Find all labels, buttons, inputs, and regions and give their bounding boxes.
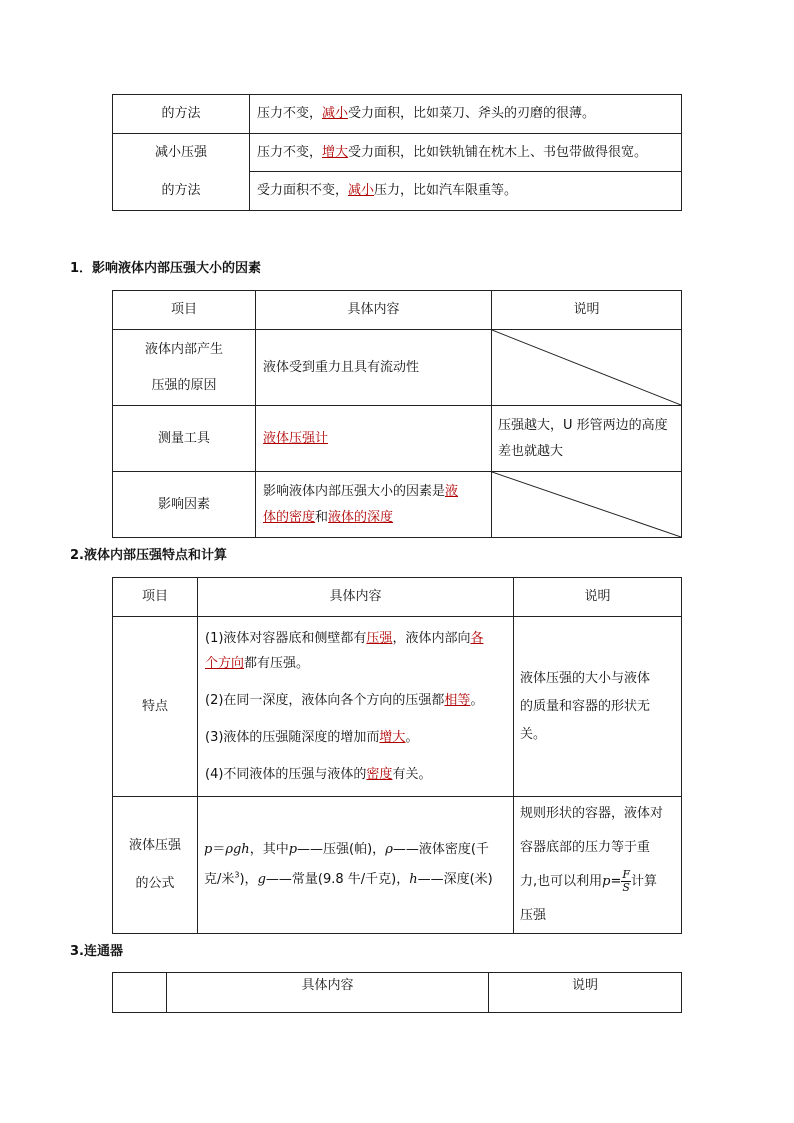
row-label: 测量工具 [113,406,256,472]
diagonal-empty-cell [492,330,682,406]
header-cell: 项目 [113,578,198,617]
header-cell: 说明 [514,578,682,617]
table-cell: 受力面积不变，减小压力，比如汽车限重等。 [250,172,682,211]
header-cell: 说明 [489,973,682,1013]
row-label: 影响因素 [113,472,256,538]
feature-point: (3)液体的压强随深度的增加而增大。 [205,730,419,745]
feature-point: (2)在同一深度，液体向各个方向的压强都相等。 [205,693,484,708]
feature-point: (1)液体对容器底和侧壁都有压强，液体内部向各 个方向都有压强。 [205,631,484,671]
highlight-answer: 液体的深度 [328,509,394,525]
row-label: 的方法 [161,106,201,121]
fraction-F-over-S: $\frac{F}{S}$ [622,868,631,894]
section-heading: 3.连通器 [70,944,123,959]
header-cell: 具体内容 [167,973,489,1013]
table-cell: 压力不变，减小受力面积，比如菜刀、斧头的刃磨的很薄。 [250,95,682,134]
header-cell [113,973,167,1013]
row-label: 液体压强 的公式 [113,797,198,934]
table-cell: 影响液体内部压强大小的因素是液 体的密度和液体的深度 [256,472,492,538]
table-cell [198,617,514,797]
header-cell: 项目 [113,291,256,330]
table-cell: 液体压强的大小与液体 的质量和容器的形状无 关。 [514,617,682,797]
table-cell: 液体受到重力且具有流动性 [256,330,492,406]
highlight-answer: 增大 [322,144,349,160]
header-cell: 具体内容 [256,291,492,330]
row-label: 特点 [113,617,198,797]
section-heading: 1．影响液体内部压强大小的因素 [70,261,262,276]
table-cell [113,95,250,134]
liquid-factors-table [112,290,682,538]
row-label: 液体内部产生 压强的原因 [113,330,256,406]
table-cell: 规则形状的容器，液体对 容器底部的压力等于重 力,也可以利用p= $\frac{F}{S}$ 计算 压强 [514,797,682,934]
liquid-pressure-table [112,577,682,934]
highlight-answer: 体的密度 [263,509,316,525]
header-cell: 具体内容 [198,578,514,617]
highlight-answer: 液体压强计 [263,430,329,446]
connector-table [112,972,682,1013]
highlight-answer: 液 [445,483,459,499]
header-cell: 说明 [492,291,682,330]
formula-cell: p＝ρgh，其中p——压强(帕)，ρ——液体密度(千 克/米$^3$)，g——常量(9.8 牛/千克)，h——深度(米) [198,797,514,934]
diagonal-empty-cell [492,472,682,538]
highlight-answer: 减小 [348,183,375,198]
table-cell [256,406,492,472]
feature-point: (4)不同液体的压强与液体的密度有关。 [205,767,432,782]
table-cell: 压力不变，增大受力面积，比如铁轨铺在枕木上、书包带做得很宽。 [250,134,682,172]
table-cell: 压强越大，U 形管两边的高度 差也就越大 [492,406,682,472]
highlight-answer: 减小 [322,106,349,121]
pressure-methods-table [112,94,682,211]
row-label: 减小压强 的方法 [113,134,250,211]
section-heading: 2.液体内部压强特点和计算 [70,548,227,563]
